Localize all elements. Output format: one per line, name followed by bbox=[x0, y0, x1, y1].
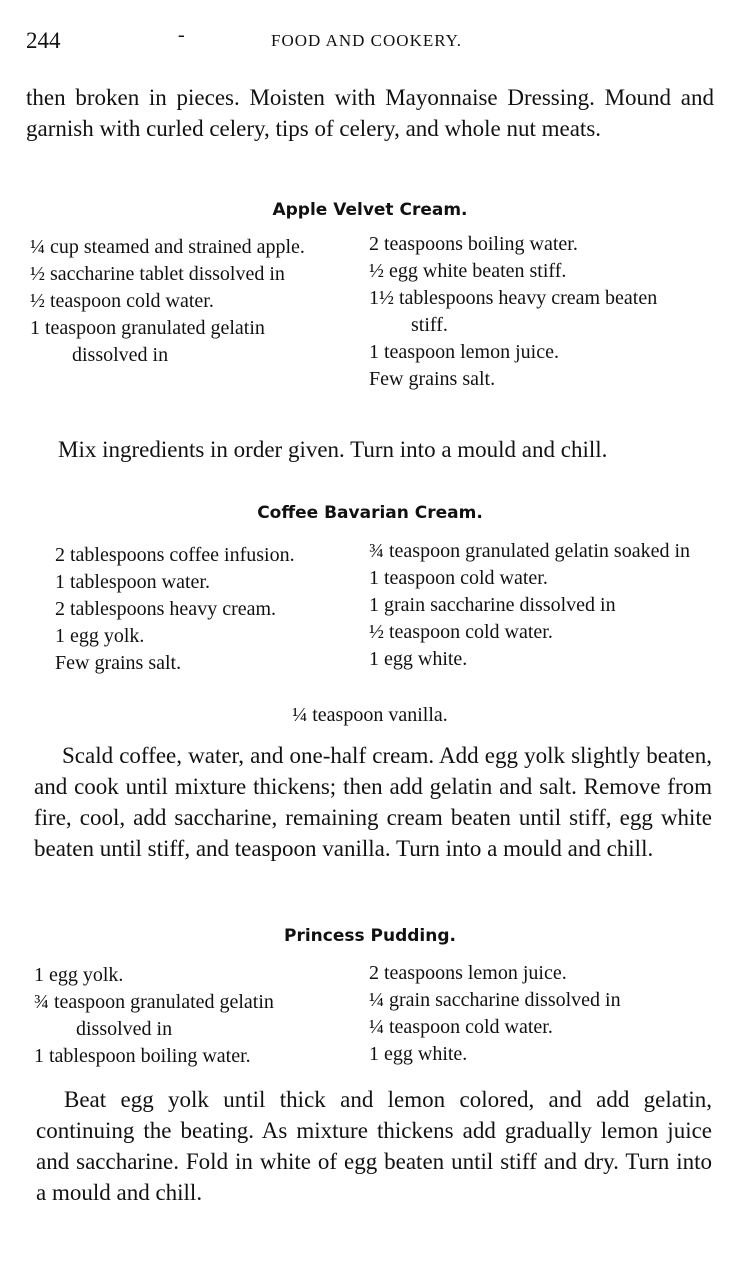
ingredient: 1 tablespoon boiling water. bbox=[34, 1045, 251, 1067]
running-head-dash: - bbox=[178, 24, 185, 46]
ingredient-list-right bbox=[369, 538, 709, 673]
ingredient: 1 tablespoon water. bbox=[55, 571, 210, 593]
running-head-title: FOOD AND COOKERY. bbox=[271, 31, 462, 50]
method-paragraph: Beat egg yolk until thick and lemon colored, and add gelatin, continuing the beating. As mixture thickens add gradually lemon juice and saccharine. Fold in white of egg beaten until stiff and dry. Turn into a mould and chill. bbox=[36, 1087, 712, 1205]
ingredient: 1 egg yolk. bbox=[55, 625, 145, 647]
page-number: 244 bbox=[26, 28, 61, 53]
recipe-title: Coffee Bavarian Cream. bbox=[257, 503, 483, 523]
ingredient: ¼ cup steamed and strained apple. bbox=[30, 236, 305, 258]
ingredient-list-right bbox=[369, 960, 714, 1068]
ingredient: 1 grain saccharine dissolved in bbox=[369, 594, 616, 616]
ingredient: Few grains salt. bbox=[369, 368, 496, 390]
ingredient-centered: ¼ teaspoon vanilla. bbox=[292, 704, 448, 726]
ingredient: 1½ tablespoons heavy cream beaten stiff. bbox=[369, 287, 658, 336]
ingredient: ½ teaspoon cold water. bbox=[369, 621, 553, 643]
ingredient-list-right bbox=[369, 231, 699, 393]
ingredient: ¼ teaspoon cold water. bbox=[369, 1016, 553, 1038]
ingredient: ½ teaspoon cold water. bbox=[30, 290, 214, 312]
method-paragraph: Mix ingredients in order given. Turn into a mould and chill. bbox=[58, 437, 608, 462]
ingredient: 2 tablespoons heavy cream. bbox=[55, 598, 277, 620]
ingredient: Few grains salt. bbox=[55, 652, 182, 674]
ingredient: ½ saccharine tablet dissolved in bbox=[30, 263, 285, 285]
ingredient: 1 teaspoon granulated gelatin dissolved in bbox=[30, 317, 265, 366]
ingredient: ½ egg white beaten stiff. bbox=[369, 260, 567, 282]
ingredient-list-left bbox=[34, 962, 334, 1070]
ingredient: ¾ teaspoon granulated gelatin dissolved in bbox=[34, 991, 274, 1040]
running-head bbox=[26, 24, 716, 58]
method-paragraph: Scald coffee, water, and one-half cream. Add egg yolk slightly beaten, and cook until mixture thickens; then add gelatin and salt. Remove from fire, cool, add saccharine, remaining cream beaten until stiff, egg white beaten until stiff, and teaspoon vanilla. Turn into a mould and chill. bbox=[34, 743, 712, 861]
ingredient: ¼ grain saccharine dissolved in bbox=[369, 989, 621, 1011]
ingredient: 2 teaspoons boiling water. bbox=[369, 233, 578, 255]
ingredient-list-left bbox=[30, 234, 330, 369]
ingredient: 1 teaspoon lemon juice. bbox=[369, 341, 559, 363]
recipe-title: Princess Pudding. bbox=[284, 926, 456, 946]
ingredient-list-left bbox=[55, 542, 345, 677]
ingredient: 1 egg white. bbox=[369, 1043, 468, 1065]
ingredient: 1 egg yolk. bbox=[34, 964, 124, 986]
ingredient: ¾ teaspoon granulated gelatin soaked in bbox=[369, 540, 691, 562]
recipe-title: Apple Velvet Cream. bbox=[272, 200, 468, 220]
ingredient: 2 teaspoons lemon juice. bbox=[369, 962, 567, 984]
intro-paragraph: then broken in pieces. Moisten with Mayonnaise Dressing. Mound and garnish with curled celery, tips of celery, and whole nut meats. bbox=[26, 85, 714, 141]
ingredient: 1 teaspoon cold water. bbox=[369, 567, 548, 589]
ingredient: 2 tablespoons coffee infusion. bbox=[55, 544, 295, 566]
ingredient: 1 egg white. bbox=[369, 648, 468, 670]
